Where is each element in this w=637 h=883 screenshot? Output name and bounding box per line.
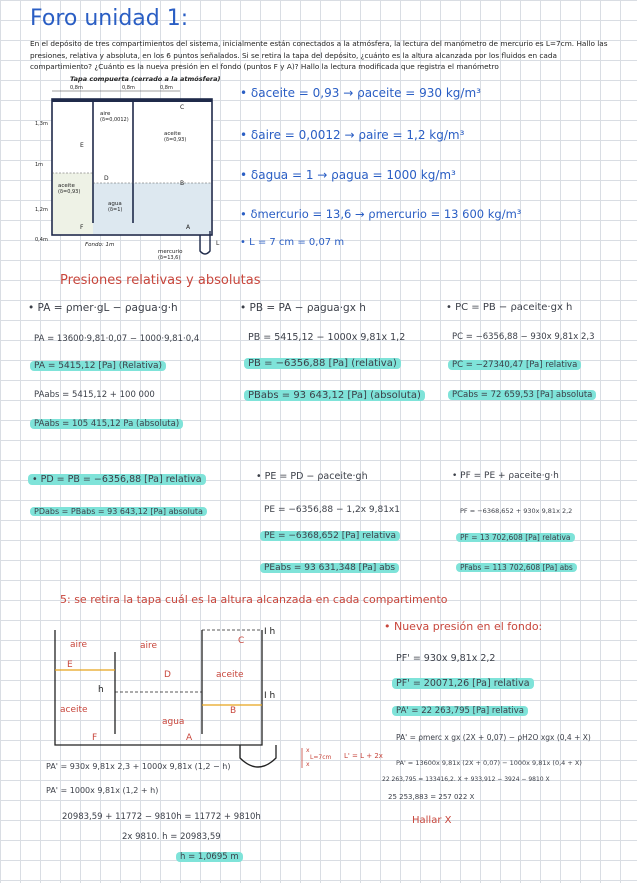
pb-equation: • PB = PA − ρagua·gx h — [240, 302, 366, 314]
point-F: F — [80, 224, 84, 231]
manometer-L: L — [216, 240, 220, 247]
pc-substitution: PC = −6356,88 − 930x 9,81x 2,3 — [452, 332, 595, 342]
h-label: h — [98, 685, 104, 695]
open-tank-diagram — [40, 620, 340, 770]
pa-relative: PA = 5415,12 [Pa] (Relativa) — [30, 361, 166, 371]
length-L: • L = 7 cm = 0,07 m — [240, 237, 345, 248]
aceite-right-label: aceite — [216, 670, 244, 680]
point-E: E — [67, 660, 73, 670]
point-A: A — [186, 733, 193, 743]
agua-label: agua — [108, 201, 122, 207]
aire-density: (δ=0,0012) — [100, 117, 129, 123]
manometer-u-tube — [240, 745, 276, 767]
x-equation: 22 263,795 = 133416,2. X + 933,912 − 3924 − 9810 X — [382, 776, 550, 783]
aceite-left-density: (δ=0,93) — [58, 189, 81, 195]
point-E: E — [80, 142, 84, 149]
section-title-retira-tapa: 5: se retira la tapa cuál es la altura alcanzada en cada compartimento — [60, 593, 448, 606]
solve-line: 2x 9810. h = 20983,59 — [122, 832, 221, 842]
point-D: D — [164, 670, 171, 680]
page-title: Foro unidad 1: — [30, 6, 189, 31]
pf-absolute: PFabs = 113 702,608 [Pa] abs — [456, 563, 577, 572]
height-label: 1m — [35, 162, 44, 168]
tank-diagram — [30, 73, 230, 263]
fondo-label: Fondo: 1m — [85, 242, 115, 248]
pd-relative: • PD = PB = −6356,88 [Pa] relativa — [28, 474, 206, 485]
tank-lid — [52, 99, 212, 102]
pf-substitution: PF = −6368,652 + 930x 9,81x 2,2 — [460, 507, 573, 515]
width-label: 0,8m — [122, 85, 135, 91]
pf-relative: PF = 13 702,608 [Pa] relativa — [456, 533, 575, 542]
width-label: 0,8m — [70, 85, 83, 91]
hallar-x: Hallar X — [412, 815, 452, 826]
density-mercurio: • δmercurio = 13,6 → ρmercurio = 13 600 kg/m³ — [240, 207, 522, 221]
height-label: 0,4m — [35, 237, 48, 243]
point-B: B — [230, 706, 237, 716]
h-mid-label: I h — [264, 691, 276, 701]
pa-prime-expression: PA' = ρmerc x gx (2X + 0,07) − ρH2O xgx (0,4 + X) — [396, 733, 591, 742]
pf-prime-eq: PF' = 930x 9,81x 2,2 — [396, 653, 496, 664]
point-A: A — [186, 224, 191, 231]
pa-prime-eq2: PA' = 1000x 9,81x (1,2 + h) — [46, 786, 159, 795]
pe-equation: • PE = PD − ρaceite·gh — [256, 471, 368, 482]
aire-left-label: aire — [70, 640, 88, 650]
pa-prime-eq1: PA' = 930x 9,81x 2,3 + 1000x 9,81x (1,2 − h) — [46, 762, 231, 771]
point-D: D — [104, 175, 109, 182]
pa-prime-result: PA' = 22 263,795 [Pa] relativa — [392, 706, 528, 716]
L-value: L=7cm — [310, 754, 332, 761]
nueva-presion-title: • Nueva presión en el fondo: — [384, 620, 543, 633]
tank-figure — [30, 73, 230, 263]
open-tank-sketch — [40, 620, 340, 770]
density-agua: • δagua = 1 → ρagua = 1000 kg/m³ — [240, 168, 456, 182]
point-B: B — [180, 180, 185, 187]
pa-abs-calc: PAabs = 5415,12 + 100 000 — [34, 390, 155, 400]
problem-statement: En el depósito de tres compartimientos del sistema, inicialmente están conectados a la atmósfera, la lectura del manómetro de mercurio es L=7cm. Hallo las presiones, relativa y absoluta, en los 6 puntos señalados. Si se retira la tapa del depósito, ¿cuánto es la altura alcanzada por los fluidos en cada compartimiento? ¿Cuánto es la nueva presión en el fondo (puntos F y A)? Hallo la lectura modificada que registra el manómetro — [30, 39, 608, 71]
h-result: h = 1,0695 m — [176, 852, 243, 862]
point-C: C — [238, 636, 245, 646]
pa-equation: • PA = ρmer·gL − ρagua·g·h — [28, 302, 178, 314]
L-prime-label: L' = L + 2x — [344, 752, 383, 760]
pf-equation: • PF = PE + ρaceite·g·h — [452, 471, 559, 481]
figure-caption: Tapa compuerta (cerrado a la atmósfera) — [70, 75, 221, 83]
pc-relative: PC = −27340,47 [Pa] relativa — [448, 360, 581, 370]
mercurio-label: mercurio — [158, 249, 183, 255]
pb-substitution: PB = 5415,12 − 1000x 9,81x 1,2 — [248, 332, 406, 343]
aire-label: aire — [100, 111, 111, 117]
aceite-left-label: aceite — [60, 705, 88, 715]
aceite-right-label: aceite — [164, 131, 181, 137]
pd-absolute: PDabs = PBabs = 93 643,12 [Pa] absoluta — [30, 507, 207, 516]
x-label: x — [306, 761, 310, 768]
point-C: C — [180, 104, 185, 111]
x-equation-simplified: 25 253,883 = 257 022 X — [388, 793, 475, 801]
section-title-presiones: Presiones relativas y absolutas — [60, 273, 261, 288]
pc-equation: • PC = PB − ρaceite·gx h — [446, 302, 573, 313]
equate-line: 20983,59 + 11772 − 9810h = 11772 + 9810h — [62, 812, 261, 822]
density-aceite: • δaceite = 0,93 → ρaceite = 930 kg/m³ — [240, 86, 481, 100]
h-top-label: I h — [264, 627, 276, 637]
pe-relative: PE = −6368,652 [Pa] relativa — [260, 531, 400, 541]
aire-mid-label: aire — [140, 641, 158, 651]
pb-relative: PB = −6356,88 [Pa] (relativa) — [244, 358, 401, 369]
pc-absolute: PCabs = 72 659,53 [Pa] absoluta — [448, 390, 596, 400]
mercurio-density: (δ=13,6) — [158, 255, 181, 261]
pa-substitution: PA = 13600·9,81·0,07 − 1000·9,81·0,4 — [34, 334, 200, 344]
aceite-right-density: (δ=0,93) — [164, 137, 187, 143]
width-label: 0,8m — [160, 85, 173, 91]
density-aire: • δaire = 0,0012 → ρaire = 1,2 kg/m³ — [240, 128, 465, 142]
agua-right — [133, 183, 211, 234]
pa-absolute: PAabs = 105 415,12 Pa (absoluta) — [30, 419, 183, 429]
height-label: 1,2m — [35, 207, 48, 213]
agua-density: (δ=1) — [108, 207, 123, 213]
pb-absolute: PBabs = 93 643,12 [Pa] (absoluta) — [244, 390, 425, 401]
point-F: F — [92, 733, 98, 743]
pe-substitution: PE = −6356,88 − 1,2x 9,81x1 — [264, 505, 400, 515]
aceite-left-label: aceite — [58, 183, 75, 189]
pf-prime-result: PF' = 20071,26 [Pa] relativa — [392, 678, 534, 689]
x-label: x — [306, 747, 310, 754]
pa-prime-substitution: PA' = 13600x 9,81x (2X + 0,07) − 1000x 9,81x (0,4 + X) — [396, 759, 582, 767]
pe-absolute: PEabs = 93 631,348 [Pa] abs — [260, 563, 399, 573]
height-label: 1,3m — [35, 121, 48, 127]
agua-label: agua — [162, 717, 185, 727]
